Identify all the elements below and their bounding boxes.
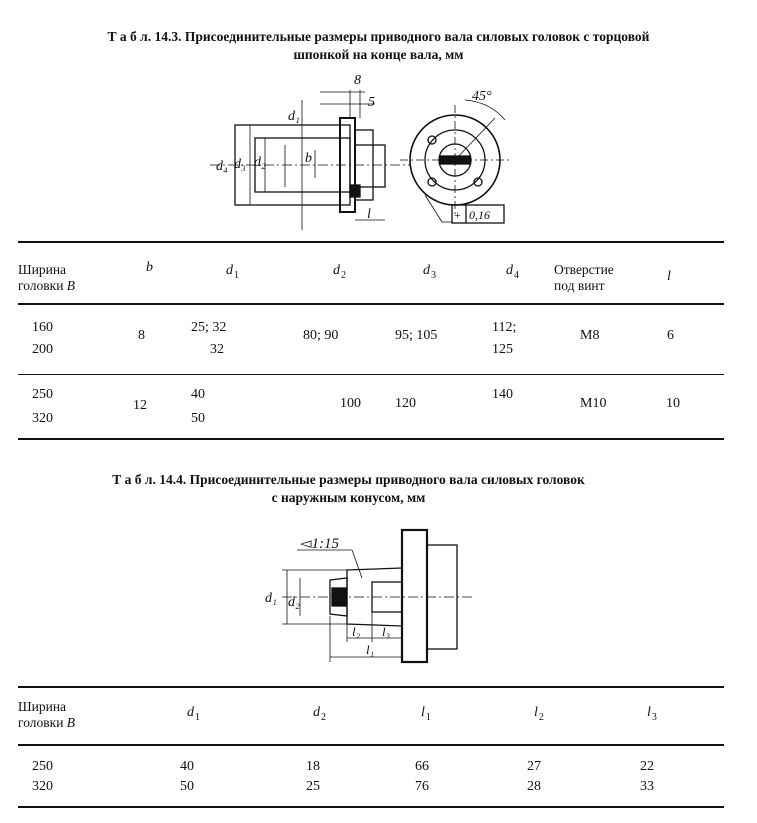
header-hole-line2: под винт (554, 278, 605, 293)
header2-l: l (421, 705, 425, 720)
t2-row2-d2: 25 (306, 779, 320, 794)
row1-d3: 95; 105 (395, 328, 438, 343)
header-width-line2: головки (18, 278, 64, 293)
table1-top-rule (18, 241, 724, 243)
row1-b: 8 (138, 328, 145, 343)
header-d: d (423, 263, 430, 278)
header2-width-line2: головки (18, 715, 64, 730)
table1-header-width (18, 262, 75, 294)
l3-label: l₃ (382, 624, 391, 639)
row1-hole: M8 (580, 328, 600, 343)
header2-width-line1: Ширина (18, 699, 67, 714)
table2-top-rule (18, 686, 724, 688)
table2-header-l1 (421, 702, 431, 729)
row2-l: 10 (666, 396, 680, 411)
front-view (400, 100, 510, 223)
b-label: b (305, 151, 312, 166)
row2-d4: 140 (492, 387, 513, 402)
header2-sub2: 2 (321, 712, 326, 723)
tolerance-label: 0,16 (469, 208, 490, 222)
table1-header-hole (554, 262, 614, 294)
d1-label-2: d₁ (265, 591, 277, 606)
l-label: l (367, 207, 371, 222)
row1-d1-b: 32 (210, 342, 224, 357)
table1-header-d3 (423, 260, 436, 287)
t2-row1-l2: 27 (527, 759, 541, 774)
t2-row1-d1: 40 (180, 759, 194, 774)
d3-label: d₃ (234, 157, 246, 172)
t2-row1-B: 250 (32, 759, 53, 774)
table2-header-d1 (187, 702, 200, 729)
t2-row2-l3: 33 (640, 779, 654, 794)
table1-bottom-rule (18, 438, 724, 440)
table1-header-rule (18, 303, 724, 305)
table1-header-d4 (506, 260, 519, 287)
table1-row-rule (18, 374, 724, 375)
table2-bottom-rule (18, 806, 724, 808)
table2-header-rule (18, 744, 724, 746)
header2-sub2: 2 (538, 712, 544, 723)
table1-caption-line2: шпонкой на конце вала, мм (293, 47, 464, 62)
row2-d3: 120 (395, 396, 416, 411)
header2-sub1: 1 (195, 712, 200, 723)
table2-header-d2 (313, 702, 326, 729)
header2-l: l (647, 705, 651, 720)
taper-label (300, 536, 340, 552)
taper-value: 1:15 (311, 536, 340, 552)
header2-sub1: 1 (425, 712, 431, 723)
t2-row2-l1: 76 (415, 779, 429, 794)
header-width-B: B (66, 278, 76, 293)
header2-width-B: B (66, 715, 76, 730)
t2-row1-l1: 66 (415, 759, 429, 774)
row2-B-b: 320 (32, 411, 53, 426)
dim-5-label: 5 (368, 95, 375, 110)
position-symbol-icon: + (454, 208, 461, 222)
table2-caption-line1: Т а б л. 14.4. Присоединительные размеры приводного вала силовых головок (112, 472, 585, 487)
row1-l: 6 (667, 328, 674, 343)
table1-header-d1 (226, 260, 239, 287)
header-sub1: 1 (234, 270, 239, 281)
header-d: d (506, 263, 513, 278)
d1-label: d₁ (288, 109, 300, 124)
row1-B-a: 160 (32, 320, 53, 335)
t2-row2-l2: 28 (527, 779, 541, 794)
d2-label: d₂ (254, 155, 266, 170)
shaft-end-key-drawing (210, 70, 530, 240)
header-sub4: 4 (514, 270, 519, 281)
t2-row1-l3: 22 (640, 759, 654, 774)
row2-d2: 100 (340, 396, 361, 411)
table2-header-width (18, 699, 75, 731)
table2-caption-line2: с наружным конусом, мм (271, 490, 426, 505)
header2-d: d (313, 705, 320, 720)
d4-label: d₄ (216, 159, 228, 174)
header-width-line1: Ширина (18, 262, 67, 277)
t2-row2-d1: 50 (180, 779, 194, 794)
table1-header-d2 (333, 260, 346, 287)
row2-b: 12 (133, 398, 147, 413)
table2-header-l2 (534, 702, 544, 729)
dim-8-label: 8 (354, 73, 361, 88)
header-sub2: 2 (341, 270, 346, 281)
row1-d1-a: 25; 32 (191, 320, 227, 335)
row1-d4-b: 125 (492, 342, 513, 357)
table2-header-l3 (647, 702, 657, 729)
table1-header-b: b (146, 260, 153, 275)
header-sub3: 3 (431, 270, 436, 281)
row1-B-b: 200 (32, 342, 53, 357)
row1-d2: 80; 90 (303, 328, 339, 343)
shaft-cone-drawing (262, 520, 472, 670)
row2-hole: M10 (580, 396, 607, 411)
table1-header-l: l (667, 269, 671, 284)
t2-row1-d2: 18 (306, 759, 320, 774)
taper-triangle-icon: ◅ (300, 536, 312, 552)
header2-d: d (187, 705, 194, 720)
header2-l: l (534, 705, 538, 720)
header2-sub3: 3 (651, 712, 657, 723)
t2-row2-B: 320 (32, 779, 53, 794)
row2-d1-a: 40 (191, 387, 205, 402)
l1-label: l₁ (366, 642, 375, 657)
l2-label: l₂ (352, 624, 361, 639)
header-hole-line1: Отверстие (554, 262, 614, 277)
table1-caption-line1: Т а б л. 14.3. Присоединительные размеры приводного вала силовых головок с торцовой (107, 29, 650, 44)
header-d: d (226, 263, 233, 278)
row2-B-a: 250 (32, 387, 53, 402)
d2-label-2: d₂ (288, 595, 300, 610)
row2-d1-b: 50 (191, 411, 205, 426)
header-d: d (333, 263, 340, 278)
angle-label: 45° (472, 89, 492, 104)
row1-d4-a: 112; (492, 320, 517, 335)
